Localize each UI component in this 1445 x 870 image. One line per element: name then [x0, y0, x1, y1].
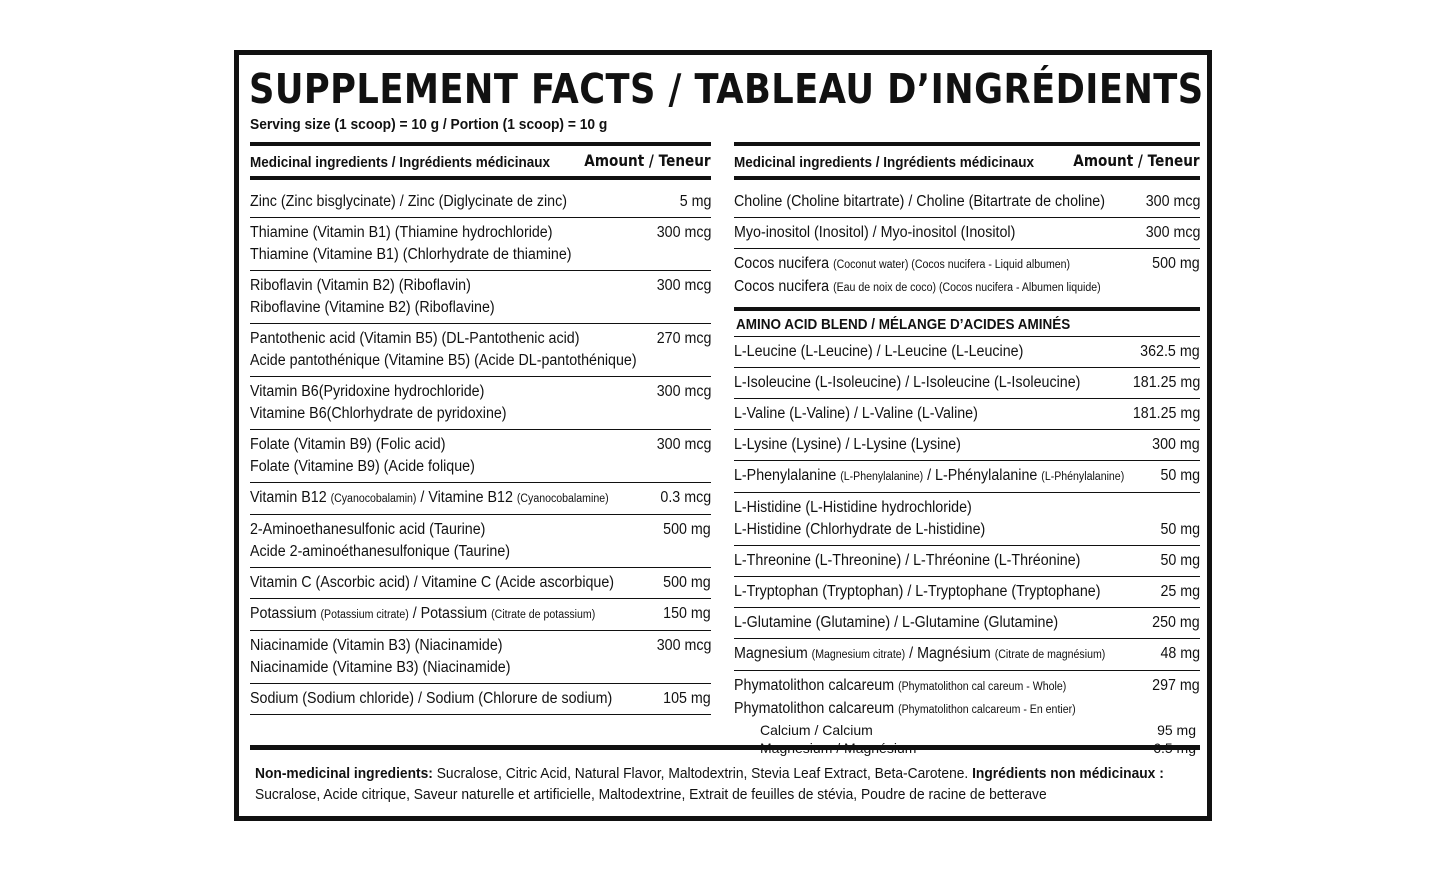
ingredient-name [734, 465, 1163, 488]
ingredient-name: 2-Aminoethanesulfonic acid (Taurine) [250, 521, 486, 538]
name-part: / Vitamine B12 [416, 489, 517, 506]
ingredient-name: Niacinamide (Vitamin B3) (Niacinamide) [250, 637, 503, 654]
nonmed-text-en: Sucralose, Citric Acid, Natural Flavor, Maltodextrin, Stevia Leaf Extract, Beta-Carotene. [432, 765, 973, 782]
ingredient-amount: 300 mcg [656, 224, 711, 241]
section-title: AMINO ACID BLEND / MÉLANGE D’ACIDES AMINÉS [736, 316, 1071, 333]
ingredient-name: Pantothenic acid (Vitamin B5) (DL-Pantothenic acid) [250, 330, 580, 347]
ingredient-name [734, 253, 1163, 276]
header-amount: Amount / Teneur [1073, 151, 1200, 170]
ingredient-amount: 300 mcg [656, 436, 711, 453]
name-detail: (Citrate de potassium) [491, 609, 596, 621]
name-detail: (Citrate de magnésium) [994, 649, 1106, 661]
ingredient-name: L-Glutamine (Glutamine) / L-Glutamine (Glutamine) [734, 614, 1059, 631]
ingredient-name-fr: Vitamine B6(Chlorhydrate de pyridoxine) [250, 405, 507, 422]
right-column [734, 142, 1200, 761]
ingredient-amount: 297 mg [1152, 677, 1200, 694]
list-item [250, 271, 711, 324]
header-ingredients: Medicinal ingredients / Ingrédients médicinaux [734, 154, 1035, 171]
non-medicinal-ingredients [255, 763, 1164, 805]
serving-size: Serving size (1 scoop) = 10 g / Portion (1 scoop) = 10 g [250, 116, 608, 133]
nonmed-label-fr: Ingrédients non médicinaux : [972, 765, 1164, 782]
sub-ingredient-amount: 6.5 mg [1153, 740, 1196, 756]
name-part: Vitamin B12 [250, 489, 331, 506]
name-detail: (Magnesium citrate) [811, 649, 906, 661]
ingredient-amount: 500 mg [663, 574, 711, 591]
ingredient-name-fr: Riboflavine (Vitamine B2) (Riboflavine) [250, 299, 495, 316]
ingredient-name-fr: Niacinamide (Vitamine B3) (Niacinamide) [250, 659, 511, 676]
sub-ingredient-label: Magnesium / Magnésium [760, 740, 917, 756]
list-item [734, 187, 1200, 218]
sub-ingredient-amount: 95 mg [1157, 722, 1196, 738]
name-detail: (Potassium citrate) [320, 609, 409, 621]
ingredient-amount: 500 mg [1152, 255, 1200, 272]
sub-ingredient-label: Calcium / Calcium [760, 722, 873, 738]
ingredient-amount: 50 mg [1160, 521, 1200, 538]
ingredient-name-fr [734, 276, 1163, 299]
ingredient-amount: 300 mg [1152, 436, 1200, 453]
ingredient-amount: 300 mcg [656, 637, 711, 654]
divider [250, 745, 1200, 750]
ingredient-amount: 48 mg [1160, 645, 1200, 662]
ingredient-amount: 50 mg [1160, 552, 1200, 569]
ingredient-name [250, 487, 674, 510]
list-item [734, 430, 1200, 461]
name-part: Cocos nucifera [734, 255, 834, 272]
name-part: L-Phenylalanine [734, 467, 841, 484]
ingredient-name: Vitamin B6(Pyridoxine hydrochloride) [250, 383, 485, 400]
list-item [250, 218, 711, 271]
ingredient-amount: 50 mg [1160, 467, 1200, 484]
ingredient-name: L-Isoleucine (L-Isoleucine) / L-Isoleucine (L-Isoleucine) [734, 374, 1081, 391]
ingredient-name-fr: Acide pantothénique (Vitamine B5) (Acide DL-pantothénique) [250, 352, 637, 369]
ingredient-amount: 300 mcg [656, 277, 711, 294]
ingredient-name: L-Leucine (L-Leucine) / L-Leucine (L-Leucine) [734, 343, 1024, 360]
list-item [250, 483, 711, 515]
name-part: Potassium [250, 605, 321, 622]
header-ingredients: Medicinal ingredients / Ingrédients médicinaux [250, 154, 551, 171]
list-item [734, 461, 1200, 493]
name-part: / L-Phénylalanine [923, 467, 1042, 484]
nonmed-text-fr: Sucralose, Acide citrique, Saveur naturelle et artificielle, Maltodextrine, Extrait de feuilles de stévia, Poudre de racine de betterave [255, 786, 1047, 803]
nonmed-label-en: Non-medicinal ingredients: [255, 765, 433, 782]
list-item [734, 337, 1200, 368]
list-item [250, 568, 711, 599]
ingredient-name: Sodium (Sodium chloride) / Sodium (Chlorure de sodium) [250, 690, 613, 707]
name-detail: (Phymatolithon calcareum - En entier) [898, 704, 1076, 716]
ingredient-name-fr [734, 698, 1163, 721]
list-item [734, 399, 1200, 430]
ingredient-name [734, 675, 1163, 698]
list-item [734, 368, 1200, 399]
ingredient-name: L-Tryptophan (Tryptophan) / L-Tryptophane (Tryptophane) [734, 583, 1101, 600]
ingredient-name: L-Valine (L-Valine) / L-Valine (L-Valine) [734, 405, 978, 422]
ingredient-name: Choline (Choline bitartrate) / Choline (Bitartrate de choline) [734, 193, 1105, 210]
name-part: Phymatolithon calcareum [734, 677, 899, 694]
list-item [734, 249, 1200, 303]
column-header [250, 142, 711, 180]
sub-ingredient [734, 721, 1200, 739]
amino-section-header [734, 307, 1200, 337]
list-item [734, 546, 1200, 577]
list-item [250, 515, 711, 568]
ingredient-amount: 300 mcg [656, 383, 711, 400]
list-item [734, 577, 1200, 608]
name-detail: (Cyanocobalamin) [330, 493, 417, 505]
ingredient-amount: 250 mg [1152, 614, 1200, 631]
ingredient-amount: 5 mg [679, 193, 711, 210]
name-detail: (Cyanocobalamine) [516, 493, 609, 505]
ingredient-amount: 25 mg [1160, 583, 1200, 600]
ingredient-name: Zinc (Zinc bisglycinate) / Zinc (Diglycinate de zinc) [250, 193, 567, 210]
name-part: Cocos nucifera [734, 278, 834, 295]
name-detail: (Coconut water) (Cocos nucifera - Liquid albumen) [833, 259, 1071, 271]
left-column [250, 142, 711, 715]
list-item [250, 377, 711, 430]
ingredient-amount: 300 mcg [1145, 224, 1200, 241]
list-item [734, 639, 1200, 671]
ingredient-name-fr: Folate (Vitamine B9) (Acide folique) [250, 458, 475, 475]
ingredient-name [734, 643, 1163, 666]
list-item [250, 430, 711, 483]
list-item [250, 599, 711, 631]
ingredient-name-fr: Acide 2-aminoéthanesulfonique (Taurine) [250, 543, 511, 560]
name-part: / Magnésium [905, 645, 995, 662]
ingredient-name: Folate (Vitamin B9) (Folic acid) [250, 436, 446, 453]
ingredient-amount: 181.25 mg [1132, 374, 1200, 391]
list-item [250, 631, 711, 684]
name-part: Phymatolithon calcareum [734, 700, 899, 717]
ingredient-name: L-Threonine (L-Threonine) / L-Thréonine (L-Thréonine) [734, 552, 1081, 569]
header-amount: Amount / Teneur [584, 151, 711, 170]
name-part: Magnesium [734, 645, 812, 662]
list-item [734, 608, 1200, 639]
ingredient-amount: 300 mcg [1145, 193, 1200, 210]
list-item [250, 684, 711, 715]
supplement-facts-panel [234, 50, 1212, 821]
list-item [250, 324, 711, 377]
ingredient-name: Myo-inositol (Inositol) / Myo-inositol (Inositol) [734, 224, 1016, 241]
name-detail: (Phymatolithon cal careum - Whole) [898, 681, 1067, 693]
ingredient-amount: 500 mg [663, 521, 711, 538]
ingredient-name: Vitamin C (Ascorbic acid) / Vitamine C (Acide ascorbique) [250, 574, 615, 591]
name-detail: (Eau de noix de coco) (Cocos nucifera - Albumen liquide) [833, 282, 1101, 294]
ingredient-amount: 181.25 mg [1132, 405, 1200, 422]
ingredient-name-fr: L-Histidine (Chlorhydrate de L-histidine) [734, 521, 986, 538]
ingredient-name: L-Histidine (L-Histidine hydrochloride) [734, 499, 972, 516]
column-header [734, 142, 1200, 180]
name-detail: (L-Phénylalanine) [1041, 471, 1125, 483]
name-detail: (L-Phenylalanine) [840, 471, 924, 483]
ingredient-name [250, 603, 674, 626]
ingredient-amount: 105 mg [663, 690, 711, 707]
list-item [250, 187, 711, 218]
name-part: / Potassium [408, 605, 492, 622]
ingredient-name: Riboflavin (Vitamin B2) (Riboflavin) [250, 277, 471, 294]
ingredient-amount: 362.5 mg [1140, 343, 1200, 360]
list-item [734, 218, 1200, 249]
ingredient-amount: 0.3 mcg [660, 489, 711, 506]
ingredient-amount: 150 mg [663, 605, 711, 622]
page-title: SUPPLEMENT FACTS / TABLEAU D’INGRÉDIENTS [249, 65, 1204, 113]
ingredient-name-fr: Thiamine (Vitamine B1) (Chlorhydrate de thiamine) [250, 246, 572, 263]
list-item [734, 493, 1200, 546]
ingredient-name: L-Lysine (Lysine) / L-Lysine (Lysine) [734, 436, 961, 453]
ingredient-name: Thiamine (Vitamin B1) (Thiamine hydrochloride) [250, 224, 553, 241]
ingredient-amount: 270 mcg [656, 330, 711, 347]
